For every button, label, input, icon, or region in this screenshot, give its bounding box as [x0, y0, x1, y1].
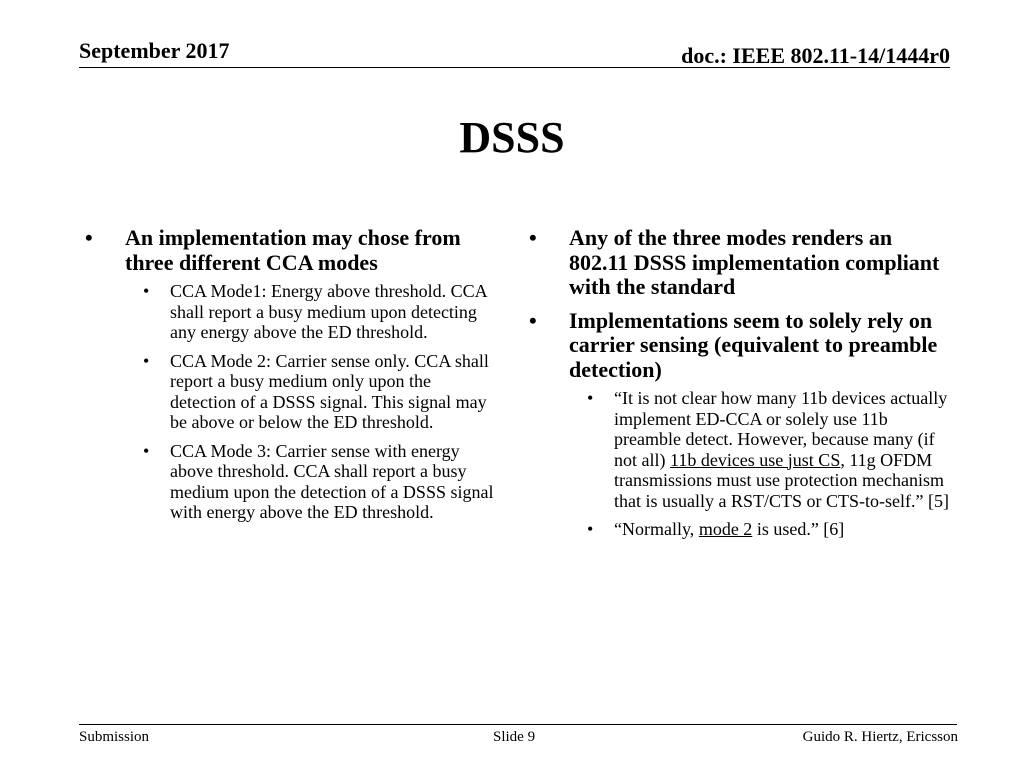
bullet-icon: •: [85, 225, 93, 250]
list-item: [569, 519, 953, 540]
bullet-icon: •: [143, 350, 150, 371]
list-item: [125, 441, 499, 523]
bullet-icon: •: [587, 519, 594, 539]
quote-2-before: “Normally,: [614, 519, 699, 539]
quote-2-after: is used.” [6]: [752, 519, 845, 539]
left-column: [79, 226, 499, 532]
cca-mode-3-text: CCA Mode 3: Carrier sense with energy above threshold. CCA shall report a busy medium upon the detection of a DSSS signal with energy above the ED threshold.: [170, 440, 494, 522]
left-bullet-list: [79, 226, 499, 523]
header-date: September 2017: [79, 38, 230, 63]
bullet-icon: •: [529, 225, 537, 250]
list-item: [523, 226, 953, 300]
compliance-point: Any of the three modes renders an 802.11 DSSS implementation compliant with the standard: [569, 225, 940, 299]
cca-mode-2-text: CCA Mode 2: Carrier sense only. CCA shall report a busy medium only upon the detection of a DSSS signal. This signal may be above or below the ED threshold.: [170, 350, 489, 432]
header-doc-id: doc.: IEEE 802.11-14/1444r0: [681, 43, 950, 68]
slide-title: DSSS: [459, 113, 565, 162]
cca-mode-1-text: CCA Mode1: Energy above threshold. CCA shall report a busy medium upon detecting any energy above the ED threshold.: [170, 281, 487, 342]
list-item: [523, 309, 953, 540]
list-item: [125, 351, 499, 433]
quote-1-underlined: 11b devices use just CS: [670, 449, 841, 470]
list-item: [125, 281, 499, 343]
bullet-icon: •: [143, 281, 150, 301]
list-item: [569, 388, 953, 511]
carrier-sensing-point: Implementations seem to solely rely on carrier sensing (equivalent to preamble detection): [569, 307, 938, 382]
right-bullet-list: [523, 226, 953, 540]
bullet-icon: •: [587, 388, 594, 408]
quotes-list: [569, 388, 953, 540]
quote-1-after: , 11g OFDM transmissions must use protection mechanism that is usually a RST/CTS or CTS-to-self.” [5]: [614, 449, 949, 511]
bullet-icon: •: [529, 307, 537, 333]
footer-submission: Submission: [79, 729, 150, 745]
header-divider: [79, 67, 950, 68]
quote-2-underlined: mode 2: [698, 519, 753, 539]
footer-author: Guido R. Hiertz, Ericsson: [802, 729, 958, 745]
bullet-icon: •: [143, 440, 150, 461]
footer-slide-number: Slide 9: [493, 729, 536, 745]
cca-modes-list: [125, 281, 499, 523]
list-item: [79, 226, 499, 523]
right-column: [523, 226, 953, 549]
cca-modes-heading: An implementation may chose from three different CCA modes: [125, 225, 461, 275]
footer-divider: [79, 724, 957, 725]
quote-1-before: “It is not clear how many 11b devices actually implement ED-CCA or solely use 11b preamble detect. However, because many (if not all): [614, 388, 948, 470]
